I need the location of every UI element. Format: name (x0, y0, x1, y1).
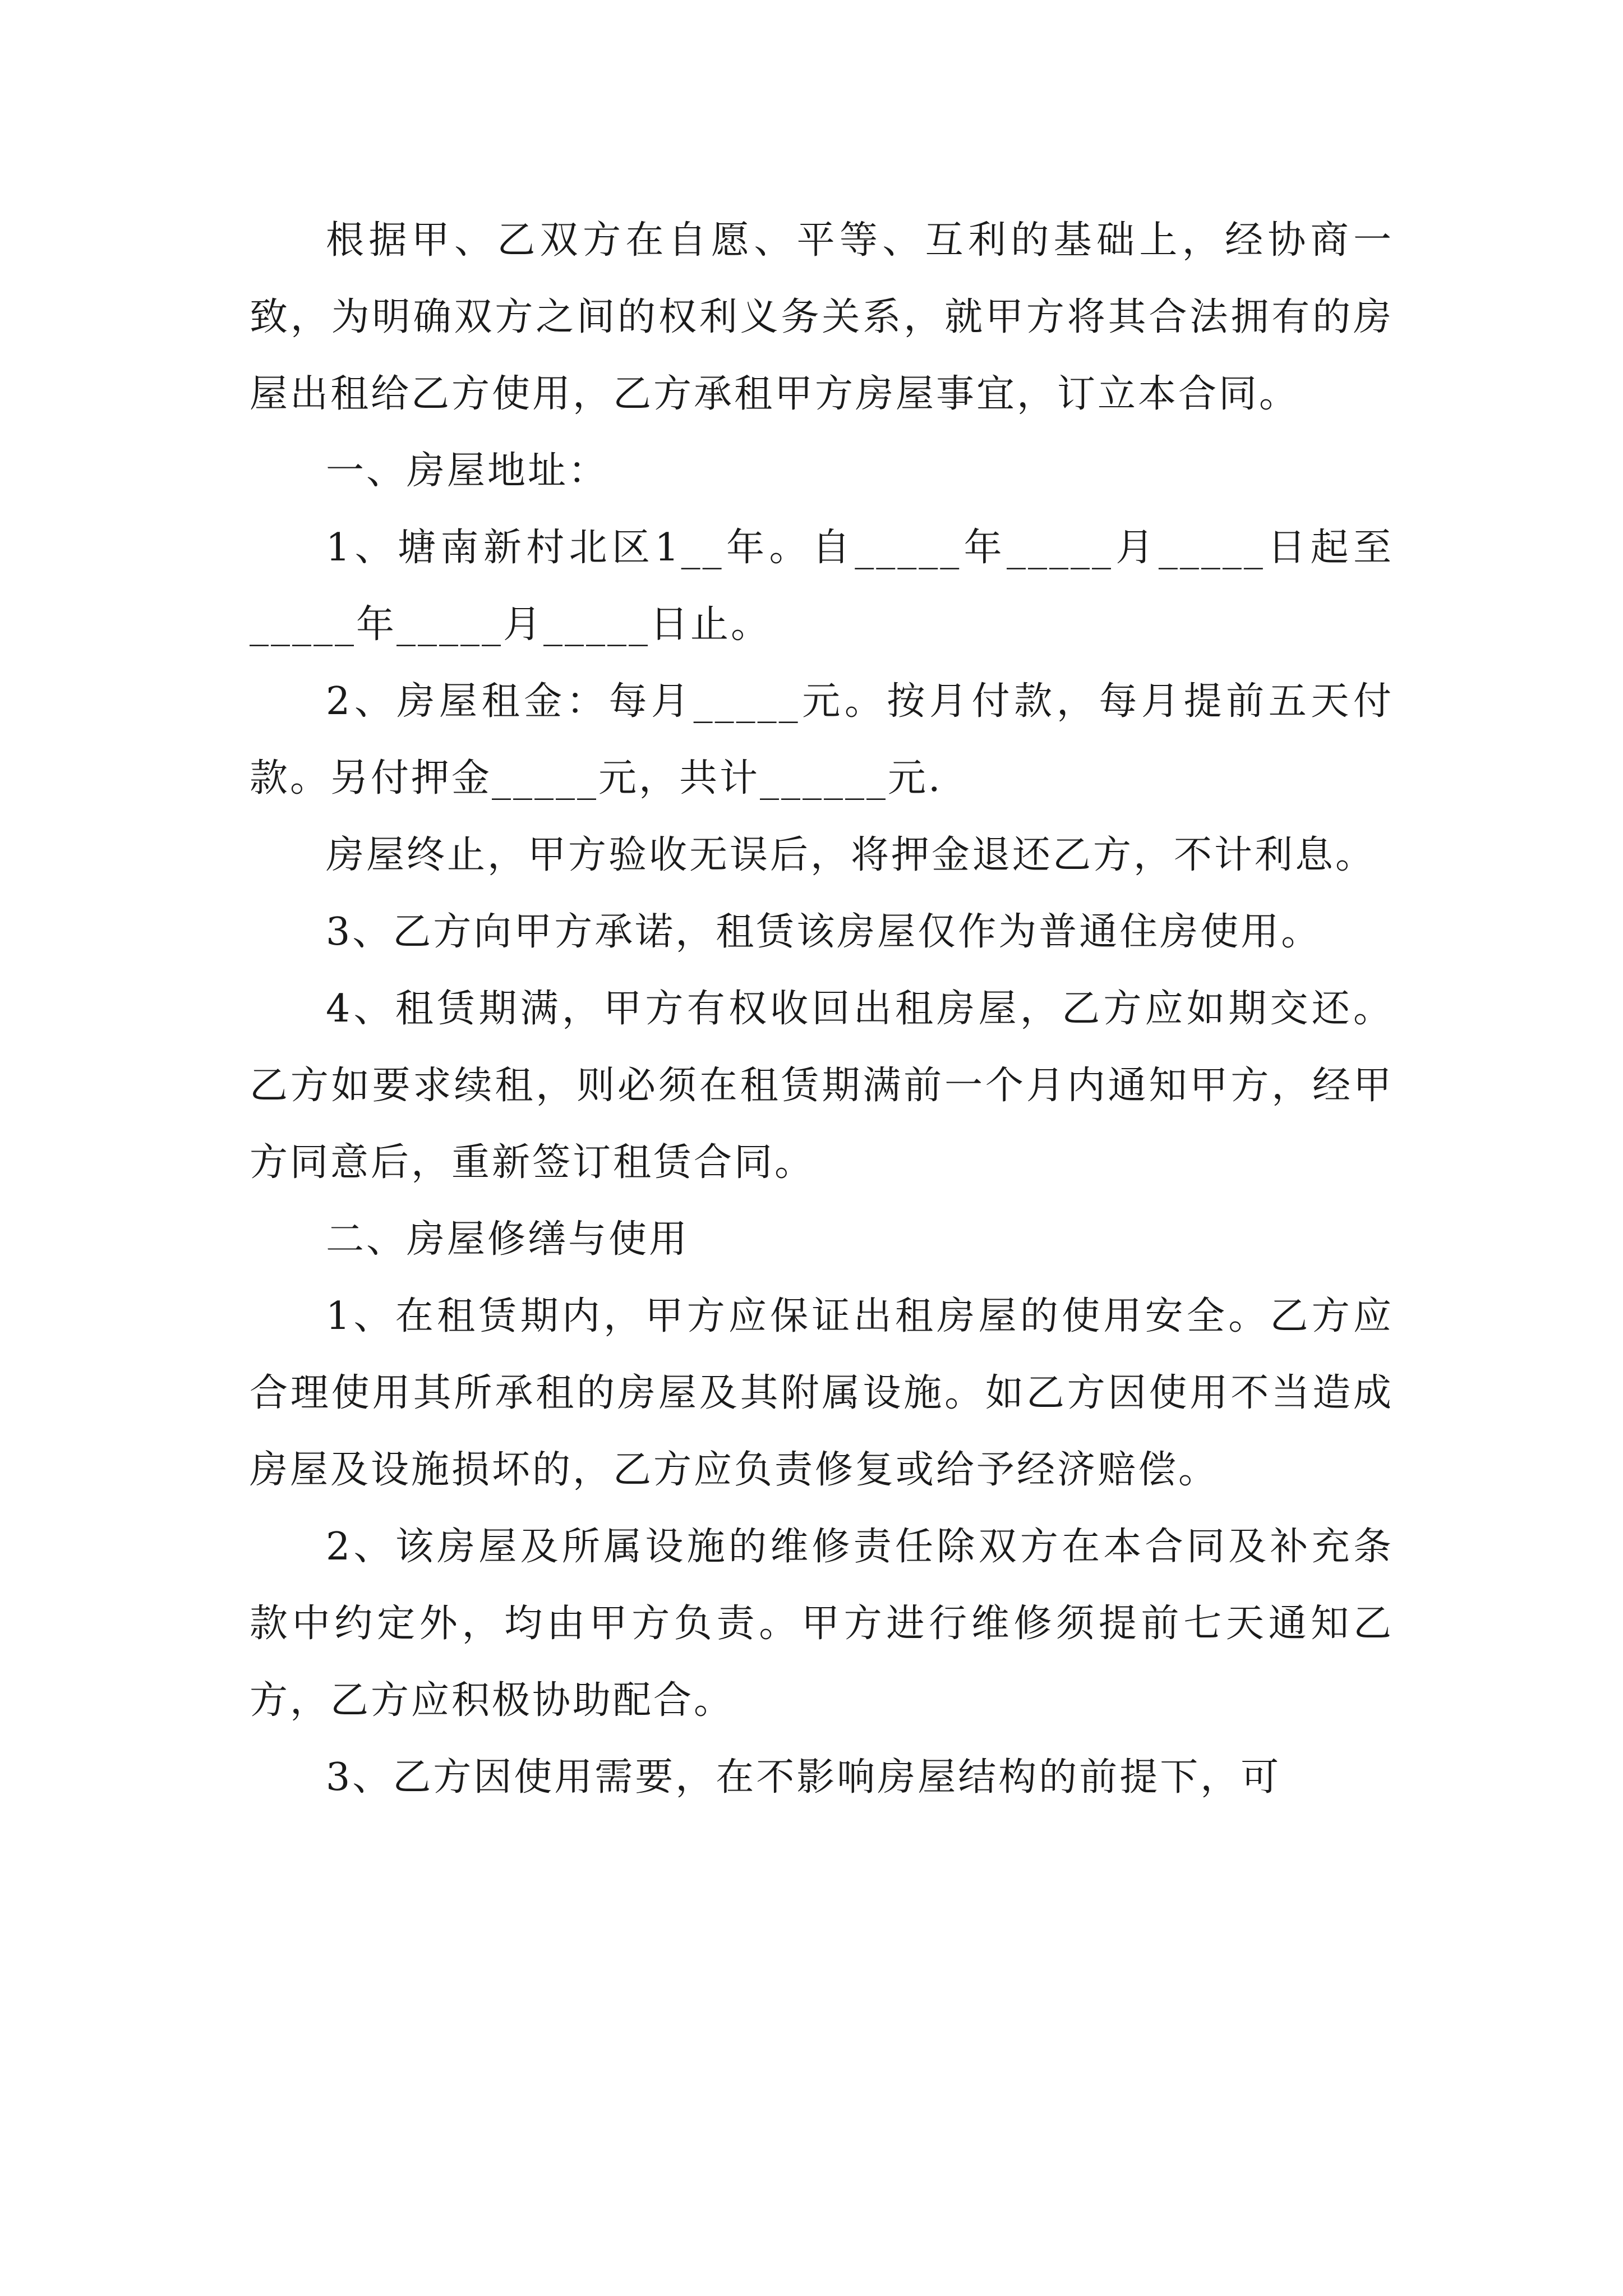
clause-3-residential-use: 3、乙方向甲方承诺，租赁该房屋仅作为普通住房使用。 (326, 910, 1322, 954)
clause-repair-2: 2、该房屋及所属设施的维修责任除双方在本合同及补充条款中约定外，均由甲方负责。甲方进行维修须提前七天通知乙方，乙方应积极协助配合。 (250, 1525, 1394, 1723)
paragraph-preamble: 根据甲、乙双方在自愿、平等、互利的基础上，经协商一致，为明确双方之间的权利义务关系，就甲方将其合法拥有的房屋出租给乙方使用，乙方承租甲方房屋事宜，订立本合同。 (250, 218, 1394, 416)
clause-1-lease-term: 1、塘南新村北区1__年。自_____年_____月_____日起至_____年_____月_____日止。 (250, 526, 1394, 647)
clause-repair-1: 1、在租赁期内，甲方应保证出租房屋的使用安全。乙方应合理使用其所承租的房屋及其附属设施。如乙方因使用不当造成房屋及设施损坏的，乙方应负责修复或给予经济赔偿。 (250, 1294, 1394, 1492)
section-heading-house-address: 一、房屋地址： (326, 449, 609, 493)
clause-deposit-return: 房屋终止，甲方验收无误后，将押金退还乙方，不计利息。 (326, 833, 1376, 877)
clause-2-rent: 2、房屋租金：每月_____元。按月付款，每月提前五天付款。另付押金_____元，共计______元. (250, 679, 1394, 800)
clause-repair-3: 3、乙方因使用需要，在不影响房屋结构的前提下，可 (326, 1755, 1281, 1800)
document-body (250, 202, 1394, 1816)
section-heading-repair-and-use: 二、房屋修缮与使用 (326, 1217, 690, 1262)
clause-4-renewal: 4、租赁期满，甲方有权收回出租房屋，乙方应如期交还。乙方如要求续租，则必须在租赁期满前一个月内通知甲方，经甲方同意后，重新签订租赁合同。 (250, 987, 1394, 1185)
